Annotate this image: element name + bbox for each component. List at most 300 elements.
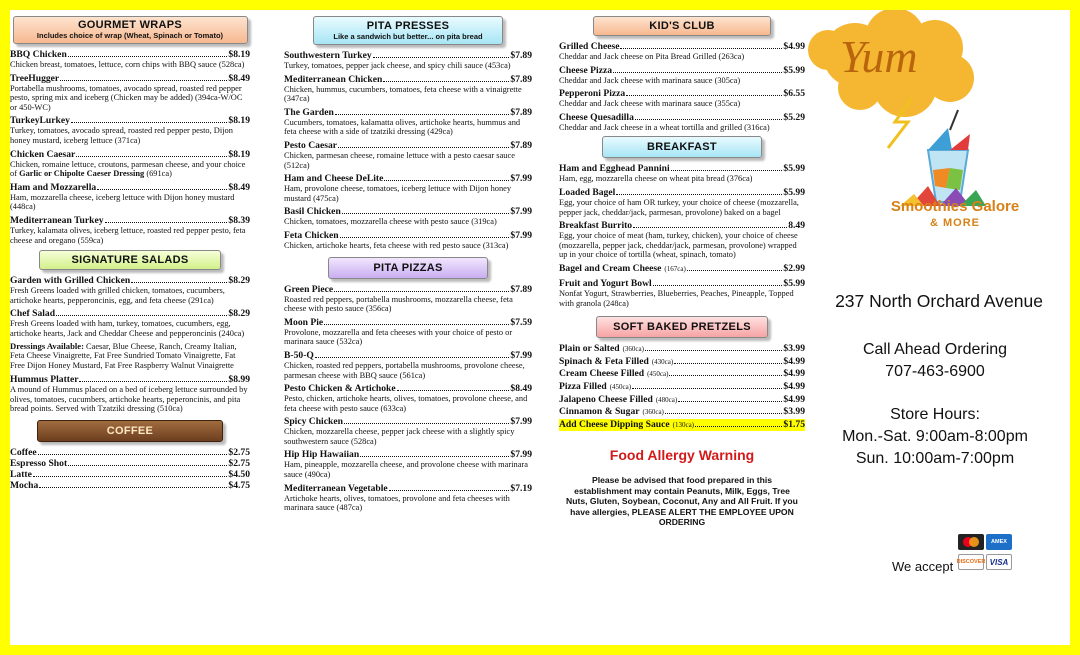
kids-club-title: KID'S CLUB bbox=[649, 20, 715, 32]
brand-name: Smoothies Galore bbox=[890, 198, 1020, 215]
menu-item-price: $8.19 bbox=[228, 148, 250, 160]
leader-dots bbox=[633, 227, 787, 228]
menu-item bbox=[559, 381, 805, 394]
leader-dots bbox=[97, 189, 227, 190]
menu-item-description-text: Chicken, romaine lettuce, croutons, parmesan cheese, and your choice of bbox=[10, 159, 246, 179]
menu-item-price: $4.99 bbox=[783, 368, 805, 380]
menu-item bbox=[284, 140, 532, 170]
menu-item-price: $7.89 bbox=[510, 139, 532, 151]
menu-item-price: $5.99 bbox=[783, 64, 805, 76]
amex-icon: AMEX bbox=[986, 534, 1012, 550]
menu-item-name-row bbox=[10, 308, 250, 319]
leader-dots bbox=[383, 81, 509, 82]
menu-item-price: $4.50 bbox=[228, 469, 250, 481]
menu-item-price: $8.49 bbox=[228, 72, 250, 84]
menu-item-name-row bbox=[10, 115, 250, 126]
menu-item-name-row bbox=[284, 483, 532, 494]
menu-item-name: Loaded Bagel bbox=[559, 186, 616, 198]
menu-item-price: $7.89 bbox=[510, 73, 532, 85]
menu-item-price: $4.99 bbox=[783, 393, 805, 405]
store-address: 237 North Orchard Avenue bbox=[835, 291, 1043, 311]
menu-item-description bbox=[284, 361, 532, 380]
menu-item-description bbox=[284, 427, 532, 446]
menu-item-price: $2.75 bbox=[228, 447, 250, 459]
menu-item bbox=[284, 284, 532, 314]
menu-item bbox=[10, 480, 250, 491]
breakfast-header bbox=[602, 136, 762, 158]
menu-item-name: Spinach & Feta Filled bbox=[559, 355, 649, 367]
leader-dots bbox=[131, 282, 227, 283]
menu-item-price: $5.99 bbox=[783, 277, 805, 289]
menu-item bbox=[10, 447, 250, 458]
kids-club-list bbox=[559, 41, 805, 132]
menu-item-description bbox=[559, 198, 805, 217]
menu-item-description bbox=[10, 126, 250, 145]
leader-dots bbox=[384, 180, 509, 181]
menu-item-price: $4.99 bbox=[783, 355, 805, 367]
menu-item-price: $3.99 bbox=[783, 343, 805, 355]
menu-item-description-text: Chicken, hummus, cucumbers, tomatoes, feta cheese with a vinaigrette (347ca) bbox=[284, 84, 522, 104]
menu-item-name-row bbox=[284, 317, 532, 328]
leader-dots bbox=[620, 48, 782, 49]
menu-item bbox=[10, 73, 250, 113]
pita-presses-header bbox=[313, 16, 503, 45]
menu-item-name-row bbox=[284, 173, 532, 184]
leader-dots bbox=[635, 119, 783, 120]
signature-salads-list bbox=[10, 275, 250, 338]
menu-item-name: Cheese Quesadilla bbox=[559, 111, 634, 123]
menu-item-price: $8.19 bbox=[228, 49, 250, 60]
menu-item-name: Add Cheese Dipping Sauce bbox=[559, 418, 670, 430]
menu-item-calories: (430ca) bbox=[651, 357, 674, 366]
menu-item-name-row bbox=[284, 416, 532, 427]
menu-item-price: 8.49 bbox=[788, 220, 805, 232]
menu-item-name: Mocha bbox=[10, 480, 39, 492]
menu-item-name-row bbox=[10, 149, 250, 160]
mastercard-icon bbox=[958, 534, 984, 550]
menu-item bbox=[284, 173, 532, 203]
menu-item-description-text: Chicken, mozzarella cheese, pepper jack cheese with a slightly spicy southwestern sauce (528ca) bbox=[284, 427, 515, 446]
menu-item-name: The Garden bbox=[284, 106, 334, 118]
menu-item-description bbox=[559, 123, 805, 133]
smoothie-cup-icon bbox=[900, 110, 986, 206]
menu-item-name: Pesto Chicken & Artichoke bbox=[284, 383, 396, 395]
food-allergy-warning-text: Please be advised that food prepared in this establishment may contain Peanuts, Milk, Eggs, Tree Nuts, Gluten, Soybean, Coconut, Any and All Fruit. If you have allergies, PLEASE ALERT THE EMPLOYEE UPON ORDERING bbox=[566, 475, 798, 527]
menu-item-description bbox=[284, 328, 532, 347]
leader-dots bbox=[33, 476, 228, 477]
menu-item-price: $7.99 bbox=[510, 349, 532, 361]
leader-dots bbox=[645, 350, 782, 351]
menu-item-name-row bbox=[559, 381, 805, 394]
leader-dots bbox=[338, 147, 509, 148]
menu-item-price: $7.99 bbox=[510, 229, 532, 241]
menu-item-description-text: Cheddar and Jack cheese with marinara sauce (305ca) bbox=[559, 75, 741, 85]
leader-dots bbox=[76, 156, 227, 157]
leader-dots bbox=[39, 487, 227, 488]
breakfast-list bbox=[559, 163, 805, 308]
menu-item-name: Grilled Cheese bbox=[559, 41, 620, 52]
leader-dots bbox=[632, 388, 782, 389]
leader-dots bbox=[342, 213, 510, 214]
menu-item bbox=[10, 49, 250, 70]
menu-item-calories: (167ca) bbox=[664, 264, 686, 273]
menu-item-name: TreeHugger bbox=[10, 72, 60, 84]
leader-dots bbox=[56, 315, 227, 316]
we-accept-label: We accept bbox=[892, 559, 954, 574]
leader-dots bbox=[60, 80, 227, 81]
food-allergy-warning-title: Food Allergy Warning bbox=[609, 447, 755, 464]
menu-item-description-text: Turkey, tomatoes, avocado spread, roasted red pepper pesto, Dijon honey mustard, iceberg lettuce (371ca) bbox=[10, 126, 233, 145]
leader-dots bbox=[105, 222, 228, 223]
menu-item-description bbox=[284, 460, 532, 479]
leader-dots bbox=[334, 291, 509, 292]
menu-item-description bbox=[559, 174, 805, 184]
menu-item-description-text: Chicken, roasted red peppers, portabella mushrooms, provolone cheese, parmesan cheese with BBQ sauce (561ca) bbox=[284, 360, 525, 380]
menu-item-name: Jalapeno Cheese Filled bbox=[559, 393, 653, 405]
menu-item-price: $1.75 bbox=[783, 418, 805, 430]
menu-item-description-text: Cheddar and Jack cheese in a wheat tortilla and grilled (316ca) bbox=[559, 122, 770, 132]
menu-item-name-row bbox=[10, 447, 250, 458]
menu-item-description-text: Egg, your choice of ham OR turkey, your choice of cheese (mozzarella, pepper jack, cheddar/jack, parmesan, provolone) baked on a bagel bbox=[559, 197, 799, 217]
menu-item-name: Feta Chicken bbox=[284, 229, 339, 241]
menu-item bbox=[10, 215, 250, 245]
leader-dots bbox=[687, 270, 783, 271]
menu-item-name-row bbox=[10, 275, 250, 286]
menu-item-description-text: Cucumbers, tomatoes, kalamatta olives, artichoke hearts, hummus and feta cheese with a side of tzatziki dressing (429ca) bbox=[284, 117, 521, 137]
menu-item-name: Chicken Caesar bbox=[10, 148, 76, 160]
menu-item-description bbox=[284, 85, 532, 104]
menu-item-description bbox=[10, 160, 250, 179]
leader-dots bbox=[389, 490, 510, 491]
menu-item-price: $2.75 bbox=[228, 458, 250, 470]
menu-item-name: Coffee bbox=[10, 447, 37, 459]
menu-item-name: Mediterranean Chicken bbox=[284, 73, 383, 85]
menu-item-name: Garden with Grilled Chicken bbox=[10, 275, 131, 287]
menu-item bbox=[559, 220, 805, 260]
menu-item-calories: (360ca) bbox=[642, 408, 664, 417]
menu-item-calories: (130ca) bbox=[672, 420, 695, 429]
menu-item-name-row bbox=[559, 343, 805, 356]
menu-item bbox=[559, 406, 805, 419]
menu-item-name-row bbox=[10, 182, 250, 193]
menu-item-name-row bbox=[10, 215, 250, 226]
menu-item bbox=[559, 163, 805, 184]
coffee-title: COFFEE bbox=[106, 425, 154, 438]
menu-item-name-row bbox=[559, 394, 805, 407]
dressings-label: Dressings Available: bbox=[10, 340, 84, 351]
gourmet-wraps-header bbox=[13, 16, 248, 44]
menu-item-name: Pepperoni Pizza bbox=[559, 88, 626, 100]
menu-item-price: $8.19 bbox=[228, 115, 250, 127]
menu-item-description bbox=[284, 394, 532, 413]
leader-dots bbox=[68, 465, 227, 466]
menu-item-description bbox=[284, 184, 532, 203]
soft-baked-pretzels-list bbox=[559, 343, 805, 431]
menu-item-description bbox=[284, 295, 532, 314]
menu-item bbox=[284, 416, 532, 446]
menu-item-name-row bbox=[559, 41, 805, 52]
menu-item bbox=[559, 356, 805, 369]
menu-item bbox=[284, 449, 532, 479]
menu-item-name: Cheese Pizza bbox=[559, 64, 613, 76]
menu-item-name-row bbox=[284, 140, 532, 151]
menu-item-name-row bbox=[559, 368, 805, 381]
menu-item-description-text: Ham, mozzarella cheese, iceberg lettuce with Dijon honey mustard (448ca) bbox=[10, 192, 235, 212]
menu-item-calories: (450ca) bbox=[647, 370, 669, 379]
store-hours-weekday: Mon.-Sat. 9:00am-8:00pm bbox=[842, 428, 1028, 445]
coffee-header bbox=[37, 420, 223, 442]
menu-item-price: $7.59 bbox=[510, 316, 532, 328]
menu-item-name-row bbox=[559, 419, 805, 432]
menu-item bbox=[284, 74, 532, 104]
menu-item-price: $8.49 bbox=[510, 383, 532, 395]
menu-item-price: $8.49 bbox=[228, 181, 250, 193]
menu-item-price: $8.99 bbox=[228, 374, 250, 386]
leader-dots bbox=[324, 324, 509, 325]
menu-item-price: $5.99 bbox=[783, 186, 805, 198]
menu-item-description bbox=[284, 61, 532, 71]
pita-presses-subtitle: Like a sandwich but better... on pita bread bbox=[333, 32, 483, 41]
menu-item-name-row bbox=[559, 263, 805, 275]
menu-item-description-text: Chicken breast, tomatoes, lettuce, corn chips with BBQ sauce (528ca) bbox=[10, 60, 245, 69]
signature-salads-header bbox=[39, 250, 221, 270]
menu-item-name: Breakfast Burrito bbox=[559, 220, 633, 232]
menu-item-price: $7.89 bbox=[510, 50, 532, 61]
menu-item-name-row bbox=[284, 383, 532, 394]
menu-item bbox=[284, 317, 532, 347]
coffee-list bbox=[10, 447, 250, 491]
menu-item-description bbox=[10, 193, 250, 212]
brand-block bbox=[870, 198, 1040, 232]
menu-item-name-row bbox=[10, 49, 250, 60]
menu-item-description bbox=[284, 217, 532, 227]
menu-item-name: Mediterranean Vegetable bbox=[284, 482, 388, 494]
leader-dots bbox=[671, 170, 783, 171]
menu-item bbox=[559, 343, 805, 356]
menu-item bbox=[284, 206, 532, 227]
pita-presses-title: PITA PRESSES bbox=[366, 20, 450, 32]
gourmet-wraps-title: GOURMET WRAPS bbox=[77, 19, 183, 31]
menu-item-description-text: Ham, provolone cheese, tomatoes, iceberg lettuce with Dijon honey mustard (475ca) bbox=[284, 184, 512, 203]
menu-item bbox=[559, 394, 805, 407]
leader-dots bbox=[665, 413, 783, 414]
menu-item-description-text: Provolone, mozzarella and feta cheeses with your choice of pesto or marinara sauce (532ca) bbox=[284, 327, 513, 347]
menu-item-price: $7.99 bbox=[510, 416, 532, 428]
menu-item-name-row bbox=[559, 220, 805, 231]
menu-item-name: Moon Pie bbox=[284, 316, 324, 328]
menu-item bbox=[284, 107, 532, 137]
gourmet-wraps-subtitle: Includes choice of wrap (Wheat, Spinach or Tomato) bbox=[36, 31, 224, 40]
menu-item-name-row bbox=[284, 107, 532, 118]
kids-club-header bbox=[593, 16, 771, 36]
menu-item-description-text: Chicken, tomatoes, mozzarella cheese with pesto sauce (319ca) bbox=[284, 217, 497, 227]
menu-item-description-text: Fresh Greens loaded with ham, turkey, tomatoes, cucumbers, egg, artichoke hearts, Jack and Cheddar Cheese and pepperoncinis (240ca) bbox=[10, 319, 245, 338]
menu-item-description bbox=[559, 52, 805, 62]
menu-item-description bbox=[559, 289, 805, 308]
breakfast-title: BREAKFAST bbox=[647, 141, 717, 154]
leader-dots bbox=[315, 357, 510, 358]
leader-dots bbox=[79, 381, 227, 382]
menu-item-description: A mound of Hummus placed on a bed of iceberg lettuce surrounded by olives, tomatoes, cucumbers, artichoke hearts, peperoncinis, and pita bread points. Served with Tzatziki dressing (510ca) bbox=[10, 385, 248, 414]
dressings-text: Caesar, Blue Cheese, Ranch, Creamy Italian, Feta Cheese Vinaigrette, Fat Free Sundried Tomato Vinaigrette, Fat Free Dijon Honey Mustard, Fat Free Raspberry Walnut Vinaigrette bbox=[10, 341, 237, 370]
menu-item-description bbox=[10, 226, 250, 245]
menu-item-price: $6.55 bbox=[783, 88, 805, 100]
brand-subtitle: & MORE bbox=[930, 217, 980, 229]
menu-item bbox=[559, 65, 805, 86]
menu-item-name: Pesto Caesar bbox=[284, 139, 338, 151]
menu-item-name: Basil Chicken bbox=[284, 206, 341, 218]
menu-item-description-text: Artichoke hearts, olives, tomatoes, provolone and feta cheeses with marinara sauce (487ca) bbox=[284, 493, 510, 513]
menu-item-price: $2.99 bbox=[783, 262, 805, 274]
pita-pizzas-title: PITA PIZZAS bbox=[373, 261, 443, 274]
menu-item-price: $8.29 bbox=[228, 308, 250, 320]
leader-dots bbox=[340, 237, 510, 238]
menu-item bbox=[10, 458, 250, 469]
menu-item-price: $8.29 bbox=[228, 275, 250, 287]
menu-item-description-text: Pesto, chicken, artichoke hearts, olives, tomatoes, provolone cheese, and feta cheese with pesto sauce (633ca) bbox=[284, 394, 528, 413]
menu-item bbox=[559, 368, 805, 381]
menu-item-price: $5.29 bbox=[783, 111, 805, 123]
menu-item-name-row bbox=[559, 187, 805, 198]
menu-item-name: Pizza Filled bbox=[559, 380, 607, 392]
column-pita bbox=[284, 10, 532, 516]
soft-baked-pretzels-header bbox=[596, 316, 768, 338]
menu-item-description bbox=[284, 118, 532, 137]
menu-item-price: $3.99 bbox=[783, 406, 805, 418]
menu-item-price: $7.89 bbox=[510, 283, 532, 295]
menu-item-name: Latte bbox=[10, 469, 32, 481]
call-ahead-block bbox=[800, 339, 1070, 383]
menu-item-description-text: Chicken, parmesan cheese, romaine lettuce with a pesto caesar sauce (512ca) bbox=[284, 150, 515, 170]
store-hours-title: Store Hours: bbox=[890, 406, 980, 423]
menu-item bbox=[10, 115, 250, 145]
menu-item-description-text: Cheddar and Jack cheese with marinara sauce (355ca) bbox=[559, 99, 741, 109]
phone-number[interactable]: 707-463-6900 bbox=[885, 363, 985, 380]
menu-item-name-row bbox=[10, 458, 250, 469]
menu-item-description-text: Ham, pineapple, mozzarella cheese, and provolone cheese with marinara sauce (490ca) bbox=[284, 460, 528, 480]
column-wraps-salads-coffee bbox=[10, 10, 250, 491]
menu-item-description-text: Turkey, kalamata olives, iceberg lettuce, roasted red pepper pesto, feta cheese and oregano (559ca) bbox=[10, 225, 246, 245]
menu-item-price: $7.19 bbox=[510, 482, 532, 494]
menu-item bbox=[10, 149, 250, 179]
menu-item-description bbox=[10, 60, 250, 70]
menu-item bbox=[284, 483, 532, 513]
menu-item-description-text: Egg, your choice of meat (ham, turkey, chicken), your choice of cheese (mozzarella, pepper jack, cheddar/jack, parmesan, provolone) wrapped up in your choice of tortilla (wheat, spinach, tomato) bbox=[559, 231, 798, 260]
leader-dots bbox=[373, 57, 510, 58]
menu-item-name-row bbox=[559, 278, 805, 289]
menu-item-name-row bbox=[559, 406, 805, 419]
menu-item-price: $4.99 bbox=[783, 41, 805, 52]
pita-pizzas-list bbox=[284, 284, 532, 513]
menu-item-description-text: Roasted red peppers, portabella mushrooms, mozzarella cheese, feta cheese with pesto sauce (356ca) bbox=[284, 294, 513, 314]
leader-dots bbox=[616, 194, 782, 195]
menu-item-description bbox=[559, 76, 805, 86]
menu-item-price: $7.89 bbox=[510, 106, 532, 118]
call-ahead-label: Call Ahead Ordering bbox=[862, 341, 1008, 358]
menu-item bbox=[559, 88, 805, 109]
visa-icon: VISA bbox=[986, 554, 1012, 570]
menu-item bbox=[10, 469, 250, 480]
menu-item-name: Chef Salad bbox=[10, 308, 56, 320]
menu-item-description-text: Turkey, tomatoes, pepper jack cheese, and spicy chili sauce (453ca) bbox=[284, 61, 511, 70]
menu-item-name: Plain or Salted bbox=[559, 343, 620, 355]
menu-item-description bbox=[559, 99, 805, 109]
menu-item-description-text: Cheddar and Jack cheese on Pita Bread Grilled (263ca) bbox=[559, 52, 745, 61]
soft-baked-pretzels-title: SOFT BAKED PRETZELS bbox=[613, 321, 751, 334]
menu-item-description-highlight: Garlic or Chipolte Caeser Dressing bbox=[19, 169, 145, 179]
menu-page bbox=[10, 10, 1070, 645]
pita-presses-list bbox=[284, 50, 532, 251]
column-store-info bbox=[800, 10, 1070, 645]
store-hours-sunday: Sun. 10:00am-7:00pm bbox=[855, 450, 1015, 467]
hummus-platter-item bbox=[10, 374, 250, 414]
menu-item bbox=[10, 275, 250, 305]
menu-item-price: $8.39 bbox=[228, 214, 250, 226]
menu-item-name-row bbox=[10, 480, 250, 491]
menu-item-description-text: Nonfat Yogurt, Strawberries, Blueberries, Peaches, Pineapple, Topped with granola (248ca) bbox=[559, 288, 794, 308]
menu-item-calories: (450ca) bbox=[609, 382, 632, 391]
menu-item-name-row bbox=[284, 350, 532, 361]
menu-item-name: TurkeyLurkey bbox=[10, 115, 70, 127]
menu-item-description bbox=[10, 84, 250, 113]
menu-item-description-text: Chicken, artichoke hearts, feta cheese with red pesto sauce (313ca) bbox=[284, 240, 509, 250]
menu-item-name: Ham and Cheese DeLite bbox=[284, 173, 384, 185]
menu-item-description-text: Portabella mushrooms, tomatoes, avocado spread, roasted red pepper pesto, spring mix and iceberg (Chicken may be added) (394ca-W/OC or 450-WC) bbox=[10, 83, 243, 112]
menu-item-name-row bbox=[559, 65, 805, 76]
menu-item-price: $5.99 bbox=[783, 163, 805, 175]
leader-dots bbox=[38, 454, 228, 455]
leader-dots bbox=[613, 72, 782, 73]
menu-item-name: Spicy Chicken bbox=[284, 416, 343, 428]
leader-dots bbox=[68, 56, 228, 57]
leader-dots bbox=[71, 122, 228, 123]
menu-item-description bbox=[10, 319, 250, 338]
menu-item-name: Espresso Shot bbox=[10, 458, 68, 470]
menu-item-name-row bbox=[10, 469, 250, 480]
menu-item bbox=[284, 230, 532, 251]
menu-item-name: B-50-Q bbox=[284, 349, 314, 361]
menu-item bbox=[559, 112, 805, 133]
menu-item-price: $4.99 bbox=[783, 380, 805, 392]
menu-item-name: Mediterranean Turkey bbox=[10, 214, 104, 226]
menu-item-name-row bbox=[559, 163, 805, 174]
menu-item-price: $7.99 bbox=[510, 173, 532, 185]
menu-item-description-text: Ham, egg, mozzarella cheese on wheat pita bread (376ca) bbox=[559, 174, 753, 184]
menu-item-price: $7.99 bbox=[510, 449, 532, 461]
menu-item-name: Hip Hip Hawaiian bbox=[284, 449, 360, 461]
menu-item-description bbox=[10, 286, 250, 305]
pita-pizzas-header bbox=[328, 257, 488, 279]
menu-item-description-text: Fresh Greens loaded with grilled chicken, tomatoes, cucumbers, artichoke hearts, pepperoncinis, egg, and feta cheese (291ca) bbox=[10, 286, 225, 305]
menu-item-price: $4.75 bbox=[228, 480, 250, 492]
leader-dots bbox=[626, 95, 782, 96]
menu-item-name-row bbox=[559, 88, 805, 99]
menu-item-name: BBQ Chicken bbox=[10, 49, 67, 60]
leader-dots bbox=[335, 114, 510, 115]
menu-item bbox=[559, 419, 805, 432]
signature-salads-title: SIGNATURE SALADS bbox=[71, 254, 189, 267]
leader-dots bbox=[360, 456, 509, 457]
dressings-available bbox=[10, 342, 250, 371]
gourmet-wraps-list bbox=[10, 49, 250, 245]
leader-dots bbox=[695, 426, 782, 427]
yum-logo-text: Yum bbox=[840, 31, 918, 82]
leader-dots bbox=[344, 423, 509, 424]
menu-item bbox=[559, 278, 805, 308]
menu-item-name-row bbox=[284, 50, 532, 61]
discover-icon: DISCOVER bbox=[958, 554, 984, 570]
menu-item-price: $7.99 bbox=[510, 206, 532, 218]
